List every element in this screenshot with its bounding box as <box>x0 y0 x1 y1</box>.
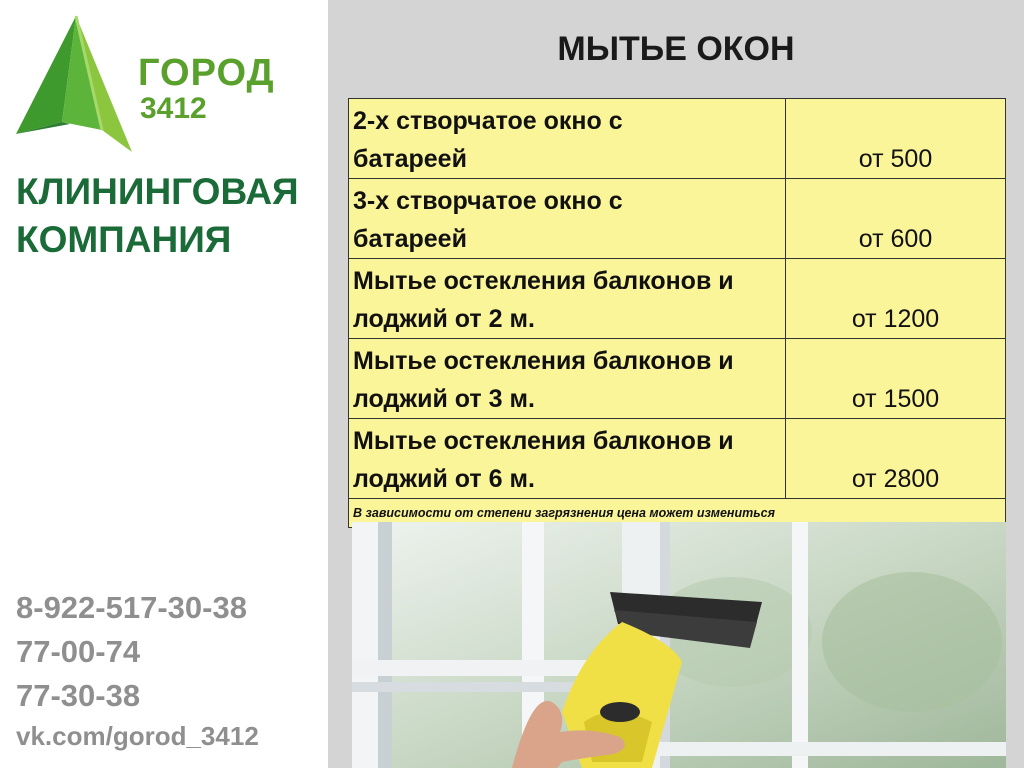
service-cell <box>349 259 786 339</box>
logo-number-text: 3412 <box>140 92 207 125</box>
window-cleaning-photo <box>352 522 1006 768</box>
price-table <box>348 98 1006 528</box>
service-cell <box>349 419 786 499</box>
price-cell: от 2800 <box>786 419 1006 499</box>
window-vacuum-illustration-icon <box>352 522 1006 768</box>
table-row <box>349 259 1006 339</box>
price-cell: от 600 <box>786 179 1006 259</box>
green-triangle-logo-icon <box>12 12 142 162</box>
price-note: В зависимости от степени загрязнения цена может измениться <box>349 499 1006 528</box>
price-cell: от 1500 <box>786 339 1006 419</box>
service-line: батареей <box>353 225 467 253</box>
company-line-2: КОМПАНИЯ <box>16 219 232 260</box>
service-line: Мытье остекления балконов и <box>353 347 734 375</box>
logo-city-text: ГОРОД <box>138 52 275 94</box>
table-row <box>349 179 1006 259</box>
service-cell <box>349 339 786 419</box>
service-line: 3-х створчатое окно с <box>353 187 623 215</box>
page-title: МЫТЬЕ ОКОН <box>557 30 795 68</box>
service-line: лоджий от 6 м. <box>353 465 535 493</box>
company-logo <box>12 12 332 162</box>
service-cell <box>349 99 786 179</box>
service-line: 2-х створчатое окно с <box>353 107 623 135</box>
contacts <box>16 586 259 754</box>
price-cell: от 1200 <box>786 259 1006 339</box>
phone-number[interactable]: 8-922-517-30-38 <box>16 590 247 625</box>
table-row <box>349 419 1006 499</box>
phone-number[interactable]: 77-30-38 <box>16 678 141 713</box>
service-line: лоджий от 2 м. <box>353 305 535 333</box>
table-row <box>349 99 1006 179</box>
right-panel <box>328 0 1024 768</box>
service-line: Мытье остекления балконов и <box>353 427 734 455</box>
left-panel <box>0 0 328 768</box>
company-type <box>16 168 299 264</box>
service-line: лоджий от 3 м. <box>353 385 535 413</box>
company-line-1: КЛИНИНГОВАЯ <box>16 171 299 212</box>
service-line: батареей <box>353 145 467 173</box>
service-line: Мытье остекления балконов и <box>353 267 734 295</box>
price-cell: от 500 <box>786 99 1006 179</box>
phone-number[interactable]: 77-00-74 <box>16 634 141 669</box>
table-row <box>349 339 1006 419</box>
service-cell <box>349 179 786 259</box>
vk-link[interactable]: vk.com/gorod_3412 <box>16 721 259 751</box>
